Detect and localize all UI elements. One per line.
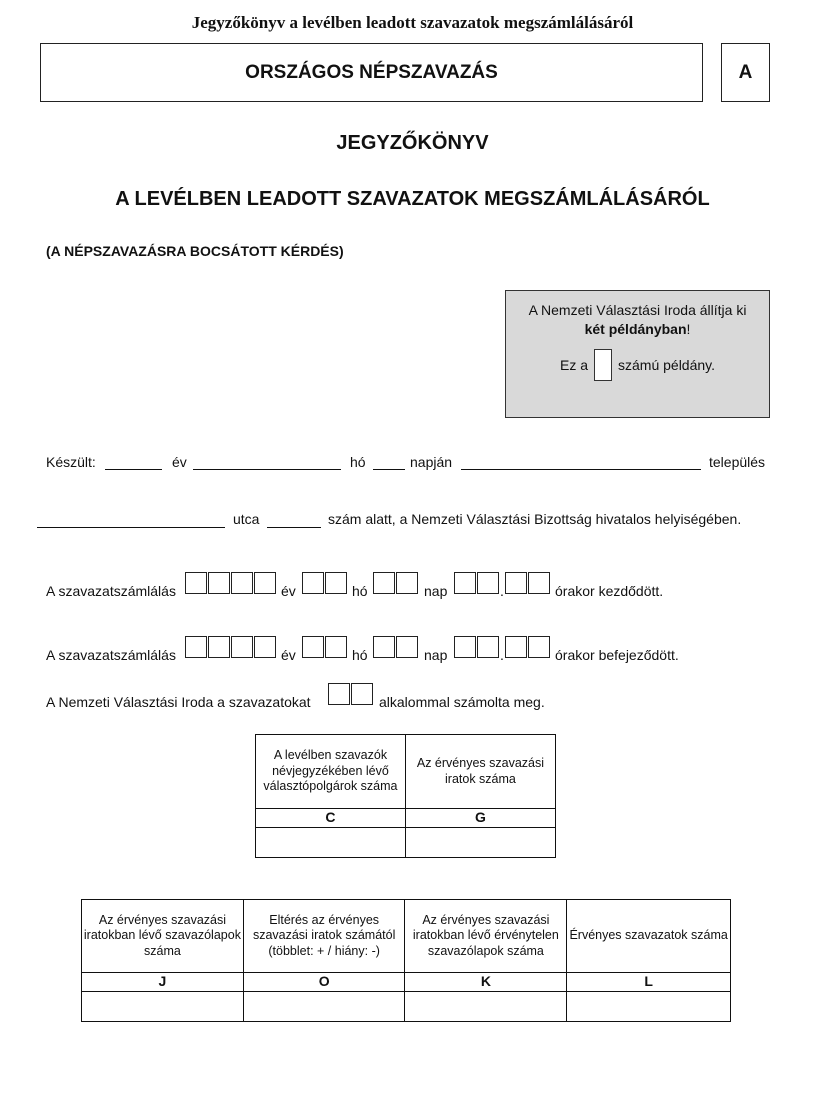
table2-input-o[interactable] — [243, 991, 405, 1021]
table2-code-j: J — [82, 973, 244, 992]
table2-input-k[interactable] — [405, 991, 567, 1021]
end-year-digit[interactable] — [185, 636, 207, 658]
count-times-post: alkalommal számolta meg. — [379, 694, 545, 710]
copy-note-box — [505, 290, 770, 418]
question-label: (A NÉPSZAVAZÁSRA BOCSÁTOTT KÉRDÉS) — [46, 243, 344, 259]
month-blank[interactable] — [193, 469, 341, 470]
count-times-pre: A Nemzeti Választási Iroda a szavazatokat — [46, 694, 311, 710]
count-start-label: A szavazatszámlálás — [46, 583, 176, 599]
table1-input-g[interactable] — [405, 827, 555, 857]
start-month-digit[interactable] — [302, 572, 324, 594]
table2-code-l: L — [567, 973, 731, 992]
prepared-label: Készült: — [46, 454, 96, 470]
referendum-title-box — [40, 43, 703, 102]
end-month-label: hó — [352, 647, 368, 663]
end-year-digit[interactable] — [254, 636, 276, 658]
end-day-label: nap — [424, 647, 448, 663]
start-month-label: hó — [352, 583, 368, 599]
count-end-end: órakor befejeződött. — [555, 647, 679, 663]
month-label: hó — [350, 454, 366, 470]
start-year-digit[interactable] — [208, 572, 230, 594]
table2-code-k: K — [405, 973, 567, 992]
end-minute-digit[interactable] — [505, 636, 527, 658]
end-day-digit[interactable] — [396, 636, 418, 658]
start-minute-digit[interactable] — [505, 572, 527, 594]
copy-note-bold: két példányban — [584, 321, 687, 337]
start-month-digit[interactable] — [325, 572, 347, 594]
document-subtitle: A LEVÉLBEN LEADOTT SZAVAZATOK MEGSZÁMLÁLÁSÁRÓL — [115, 188, 710, 210]
copy-note-exclamation: ! — [686, 321, 691, 337]
street-label: utca — [233, 511, 260, 527]
form-letter-box — [721, 43, 770, 102]
end-hour-digit[interactable] — [454, 636, 476, 658]
start-year-digit[interactable] — [254, 572, 276, 594]
end-year-label: év — [281, 647, 296, 663]
end-month-digit[interactable] — [325, 636, 347, 658]
day-label: napján — [410, 454, 453, 470]
end-month-digit[interactable] — [302, 636, 324, 658]
end-year-digit[interactable] — [208, 636, 230, 658]
count-end-label: A szavazatszámlálás — [46, 647, 176, 663]
start-hour-digit[interactable] — [454, 572, 476, 594]
settlement-blank[interactable] — [461, 469, 701, 470]
end-day-digit[interactable] — [373, 636, 395, 658]
address-rest: szám alatt, a Nemzeti Választási Bizottság hivatalos helyiségében. — [328, 511, 742, 527]
voter-count-table — [255, 734, 556, 858]
form-letter: A — [738, 61, 753, 83]
table1-input-c[interactable] — [256, 827, 406, 857]
table1-code-c: C — [256, 809, 406, 828]
copy-note-post: számú példány. — [618, 357, 716, 373]
count-times-digit[interactable] — [351, 683, 373, 705]
house-number-blank[interactable] — [267, 527, 321, 528]
end-time-separator: . — [500, 647, 504, 663]
start-hour-digit[interactable] — [477, 572, 499, 594]
table2-code-o: O — [243, 973, 405, 992]
street-blank[interactable] — [37, 527, 225, 528]
end-year-digit[interactable] — [231, 636, 253, 658]
copy-note-line2 — [506, 321, 769, 337]
referendum-title: ORSZÁGOS NÉPSZAVAZÁS — [245, 61, 498, 83]
table1-code-g: G — [405, 809, 555, 828]
ballot-count-table — [81, 899, 731, 1022]
settlement-label: település — [709, 454, 766, 470]
start-day-digit[interactable] — [396, 572, 418, 594]
start-time-separator: . — [500, 583, 504, 599]
start-minute-digit[interactable] — [528, 572, 550, 594]
table2-input-j[interactable] — [82, 991, 244, 1021]
copy-note-line1: A Nemzeti Választási Iroda állítja ki — [528, 302, 747, 318]
start-day-digit[interactable] — [373, 572, 395, 594]
year-label: év — [172, 454, 187, 470]
table2-header-valid-votes: Érvényes szavazatok száma — [567, 900, 731, 973]
copy-number-box[interactable] — [594, 349, 612, 381]
document-title: JEGYZŐKÖNYV — [336, 132, 489, 154]
document-caption: Jegyzőkönyv a levélben leadott szavazatok megszámlálásáról — [191, 13, 634, 32]
table1-header-valid-documents: Az érvényes szavazási iratok száma — [405, 735, 555, 809]
copy-note-pre: Ez a — [559, 357, 588, 373]
table2-input-l[interactable] — [567, 991, 731, 1021]
count-times-digit[interactable] — [328, 683, 350, 705]
table2-header-difference: Eltérés az érvényes szavazási iratok számától (többlet: + / hiány: -) — [243, 900, 405, 973]
day-blank[interactable] — [373, 469, 405, 470]
end-hour-digit[interactable] — [477, 636, 499, 658]
end-minute-digit[interactable] — [528, 636, 550, 658]
start-year-label: év — [281, 583, 296, 599]
table1-header-voters: A levélben szavazók névjegyzékében lévő választópolgárok száma — [256, 735, 406, 809]
count-start-end: órakor kezdődött. — [555, 583, 664, 599]
start-day-label: nap — [424, 583, 448, 599]
table2-header-invalid-ballots: Az érvényes szavazási iratokban lévő érvénytelen szavazólapok száma — [405, 900, 567, 973]
table2-header-ballots: Az érvényes szavazási iratokban lévő szavazólapok száma — [82, 900, 244, 973]
year-blank[interactable] — [105, 469, 162, 470]
start-year-digit[interactable] — [231, 572, 253, 594]
start-year-digit[interactable] — [185, 572, 207, 594]
copy-note-line3 — [506, 349, 769, 381]
